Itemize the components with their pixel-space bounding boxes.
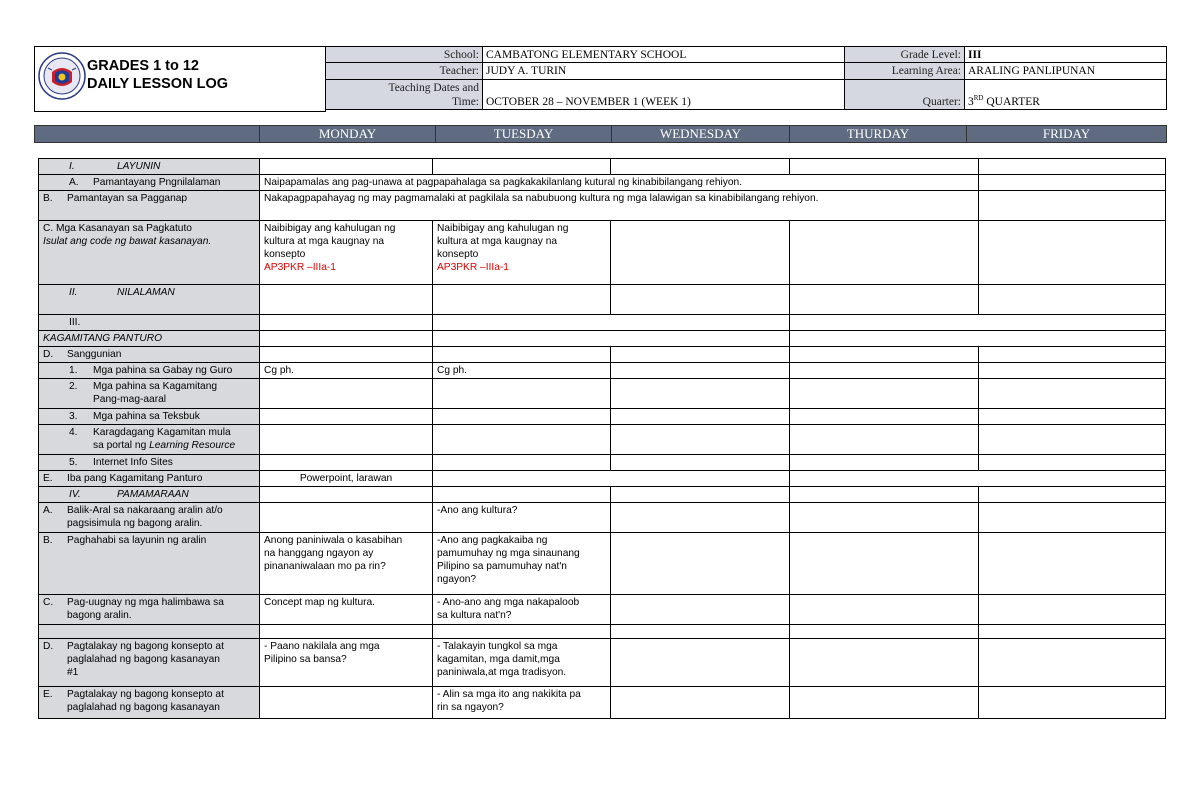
cell-pagtalakay-1-monday — [260, 639, 433, 687]
cell-tuesday — [433, 347, 611, 363]
cell-wednesday — [611, 625, 790, 639]
row-label-text-2: paglalahad ng bagong kasanayan — [67, 654, 220, 665]
cell-monday — [260, 687, 433, 719]
teaching-dates-label — [326, 79, 483, 110]
row-label-sanggunian — [39, 347, 260, 363]
row-label-text: Sanggunian — [67, 349, 122, 360]
row-label-text-3: #1 — [67, 667, 79, 678]
row-label-text-2: pagsisimula ng bagong aralin. — [67, 518, 203, 529]
row-label-text: Mga pahina sa Gabay ng Guro — [93, 365, 233, 376]
table-row — [39, 425, 1166, 455]
cell-thursday — [790, 595, 979, 625]
row-label-kagamitang-pang-mag-aaral — [39, 379, 260, 409]
table-row — [39, 159, 1166, 175]
cell-line: kultura at mga kaugnay na — [264, 236, 385, 247]
cell-kasanayan-monday — [260, 221, 433, 285]
cell-tuesday — [433, 159, 611, 175]
cell-gabay-tuesday: Cg ph. — [433, 363, 611, 379]
row-label-text: LAYUNIN — [117, 161, 161, 172]
cell-wednesday — [611, 503, 790, 533]
cell-thursday — [790, 639, 979, 687]
cell-line: - Alin sa mga ito ang nakikita pa — [437, 689, 581, 700]
table-row — [39, 379, 1166, 409]
table-row — [39, 347, 1166, 363]
cell-wednesday — [611, 455, 790, 471]
cell-friday — [979, 175, 1166, 191]
quarter-label: Quarter: — [845, 79, 965, 110]
cell-monday — [260, 503, 433, 533]
row-number: 2. — [69, 381, 78, 392]
day-friday: FRIDAY — [967, 126, 1167, 143]
row-number: D. — [43, 641, 54, 652]
cell-monday — [260, 347, 433, 363]
cell-friday — [979, 487, 1166, 503]
cell-line: pamumuhay ng mga sinaunang — [437, 548, 580, 559]
cell-line: Anong paniniwala o kasabihan — [264, 535, 403, 546]
day-thursday: THURDAY — [790, 126, 967, 143]
cell-tuesday-wednesday — [433, 315, 790, 331]
title-line-1: GRADES 1 to 12 — [87, 58, 199, 74]
cell-friday — [979, 595, 1166, 625]
row-label-text: Mga pahina sa Kagamitang — [93, 381, 218, 392]
cell-thursday — [790, 285, 979, 315]
row-number: III. — [69, 317, 81, 328]
table-row — [39, 595, 1166, 625]
cell-tuesday — [433, 487, 611, 503]
row-label-pag-uugnay — [39, 595, 260, 625]
table-row — [39, 639, 1166, 687]
table-row — [39, 285, 1166, 315]
row-number: II. — [69, 287, 78, 298]
row-label-teksbuk — [39, 409, 260, 425]
deped-seal-icon — [38, 52, 86, 100]
cell-wednesday — [611, 285, 790, 315]
cell-line: ngayon? — [437, 574, 477, 585]
grade-level-value: III — [965, 47, 1167, 63]
table-row — [39, 471, 1166, 487]
row-label-pamamaraan — [39, 487, 260, 503]
row-label-text: PAMAMARAAN — [117, 489, 189, 500]
cell-wednesday — [611, 487, 790, 503]
quarter-suffix: RD — [973, 94, 984, 103]
quarter-word: QUARTER — [983, 96, 1040, 108]
row-number: 5. — [69, 457, 78, 468]
row-label-iba-pang-kagamitan — [39, 471, 260, 487]
cell-line: sa kultura nat'n? — [437, 610, 512, 621]
cell-wednesday — [611, 347, 790, 363]
cell-pag-uugnay-monday: Concept map ng kultura. — [260, 595, 433, 625]
cell-tuesday-wednesday — [433, 331, 790, 347]
days-header-row — [34, 125, 1167, 143]
row-label-pagtalakay-1 — [39, 639, 260, 687]
table-row — [39, 487, 1166, 503]
table-row — [39, 331, 1166, 347]
teaching-dates-label-1: Teaching Dates and — [388, 82, 479, 94]
cell-thursday — [790, 221, 979, 285]
row-label-text: Pamantayang Pngnilalaman — [93, 177, 221, 188]
table-row — [39, 533, 1166, 595]
row-number: C. — [43, 597, 54, 608]
cell-tuesday — [433, 409, 611, 425]
table-row — [39, 191, 1166, 221]
school-info-table — [325, 46, 1167, 110]
title-block — [34, 46, 326, 112]
learning-area-value: ARALING PANLIPUNAN — [965, 63, 1167, 79]
table-row — [39, 409, 1166, 425]
row-label-text-2: Pang-mag-aaral — [93, 394, 167, 405]
cell-friday — [979, 159, 1166, 175]
cell-line: - Paano nakilala ang mga — [264, 641, 380, 652]
row-number: IV. — [69, 489, 81, 500]
cell-line: - Talakayin tungkol sa mga — [437, 641, 558, 652]
table-row — [39, 221, 1166, 285]
row-number: A. — [69, 177, 79, 188]
competency-code: AP3PKR –IIIa-1 — [437, 262, 509, 273]
school-value: CAMBATONG ELEMENTARY SCHOOL — [483, 47, 845, 63]
cell-thursday-friday — [790, 315, 1166, 331]
cell-monday — [260, 409, 433, 425]
row-label-text: Internet Info Sites — [93, 457, 173, 468]
row-label-pagtalakay-2 — [39, 687, 260, 719]
cell-friday — [979, 409, 1166, 425]
row-label-text: Pamantayan sa Pagganap — [67, 193, 188, 204]
row-label-internet-info-sites — [39, 455, 260, 471]
row-number: B. — [43, 535, 53, 546]
row-label-text: Pagtalakay ng bagong konsepto at — [67, 641, 224, 652]
row-label-layunin — [39, 159, 260, 175]
cell-line: konsepto — [437, 249, 479, 260]
cell-friday — [979, 363, 1166, 379]
cell-tuesday — [433, 625, 611, 639]
row-label-pamantayan-sa-pagganap — [39, 191, 260, 221]
cell-thursday — [790, 625, 979, 639]
row-label-gabay-ng-guro — [39, 363, 260, 379]
cell-friday — [979, 425, 1166, 455]
row-label-text: Karagdagang Kagamitan mula — [93, 427, 231, 438]
cell-friday — [979, 625, 1166, 639]
cell-wednesday — [611, 159, 790, 175]
cell-tuesday — [433, 285, 611, 315]
table-row — [39, 175, 1166, 191]
day-monday: MONDAY — [260, 126, 436, 143]
row-label-text: NILALAMAN — [117, 287, 175, 298]
cell-line: pinananiwalaan mo pa rin? — [264, 561, 386, 572]
table-row — [39, 455, 1166, 471]
row-number: 1. — [69, 365, 78, 376]
header — [34, 46, 1166, 112]
quarter-number: 3 — [968, 96, 974, 108]
row-label-text: Mga pahina sa Teksbuk — [93, 411, 200, 422]
cell-friday — [979, 687, 1166, 719]
grade-level-label: Grade Level: — [845, 47, 965, 63]
cell-wednesday — [611, 425, 790, 455]
row-label-iii — [39, 315, 260, 331]
cell-wednesday — [611, 687, 790, 719]
cell-friday — [979, 455, 1166, 471]
cell-friday — [979, 533, 1166, 595]
cell-monday — [260, 159, 433, 175]
row-label-text-2: paglalahad ng bagong kasanayan — [67, 702, 220, 713]
cell-wednesday — [611, 409, 790, 425]
cell-paghahabi-tuesday — [433, 533, 611, 595]
cell-balik-aral-tuesday: -Ano ang kultura? — [433, 503, 611, 533]
quarter-value — [965, 79, 1167, 110]
cell-thursday-friday — [790, 471, 1166, 487]
row-label-text: Pagtalakay ng bagong konsepto at — [67, 689, 224, 700]
cell-wednesday — [611, 379, 790, 409]
table-row — [39, 625, 1166, 639]
cell-friday — [979, 503, 1166, 533]
row-label-text: Pag-uugnay ng mga halimbawa sa — [67, 597, 224, 608]
cell-thursday — [790, 487, 979, 503]
cell-thursday — [790, 409, 979, 425]
cell-friday — [979, 379, 1166, 409]
cell-thursday — [790, 687, 979, 719]
cell-thursday — [790, 533, 979, 595]
days-header-blank — [35, 126, 260, 143]
cell-line: kultura at mga kaugnay na — [437, 236, 558, 247]
cell-pag-uugnay-tuesday — [433, 595, 611, 625]
row-label-karagdagang-kagamitan — [39, 425, 260, 455]
cell-monday — [260, 625, 433, 639]
teacher-value: JUDY A. TURIN — [483, 63, 845, 79]
row-number: E. — [43, 689, 53, 700]
cell-friday — [979, 639, 1166, 687]
cell-pagtalakay-2-tuesday — [433, 687, 611, 719]
cell-pamantayan-sa-pagganap: Nakapagpapahayag ng may pagmamalaki at pagkilala sa nabubuong kultura ng mga lalawigan sa kinabibilangang rehiyon. — [260, 191, 979, 221]
cell-friday — [979, 347, 1166, 363]
cell-wednesday — [611, 533, 790, 595]
row-label-text: Balik-Aral sa nakaraang aralin at/o — [67, 505, 223, 516]
row-number: 4. — [69, 427, 78, 438]
cell-friday — [979, 191, 1166, 221]
table-row — [39, 503, 1166, 533]
cell-line: Naibibigay ang kahulugan ng — [264, 223, 396, 234]
row-number: B. — [43, 193, 53, 204]
teaching-dates-value: OCTOBER 28 – NOVEMBER 1 (WEEK 1) — [483, 79, 845, 110]
cell-monday — [260, 285, 433, 315]
row-label-balik-aral — [39, 503, 260, 533]
cell-line: paniniwala,at mga tradisyon. — [437, 667, 567, 678]
cell-friday — [979, 221, 1166, 285]
row-number: E. — [43, 473, 53, 484]
row-number: 3. — [69, 411, 78, 422]
row-number: D. — [43, 349, 54, 360]
cell-thursday — [790, 455, 979, 471]
day-wednesday: WEDNESDAY — [612, 126, 790, 143]
cell-line: Pilipino sa pamumuhay nat'n — [437, 561, 567, 572]
row-number: A. — [43, 505, 53, 516]
cell-monday — [260, 455, 433, 471]
cell-monday — [260, 487, 433, 503]
cell-thursday-friday — [790, 331, 1166, 347]
cell-line: na hanggang ngayon ay — [264, 548, 374, 559]
cell-friday — [979, 285, 1166, 315]
row-label-kagamitang-panturo: KAGAMITANG PANTURO — [39, 331, 260, 347]
cell-line: Naibibigay ang kahulugan ng — [437, 223, 569, 234]
row-number: I. — [69, 161, 75, 172]
title-line-2: DAILY LESSON LOG — [87, 76, 228, 92]
cell-wednesday — [611, 363, 790, 379]
row-label-text: Paghahabi sa layunin ng aralin — [67, 535, 207, 546]
cell-monday — [260, 331, 433, 347]
cell-gabay-monday: Cg ph. — [260, 363, 433, 379]
cell-paghahabi-monday — [260, 533, 433, 595]
row-label-note: Isulat ang code ng bawat kasanayan. — [43, 236, 212, 247]
cell-thursday — [790, 347, 979, 363]
row-label-kasanayan — [39, 221, 260, 285]
cell-pamantayang-pangnilalaman: Naipapamalas ang pag-unawa at pagpapahalaga sa pagkakakilanlang kutural ng kinabibilangang rehiyon. — [260, 175, 979, 191]
row-label-text-2: bagong aralin. — [67, 610, 132, 621]
cell-monday — [260, 315, 433, 331]
cell-thursday — [790, 363, 979, 379]
cell-line: konsepto — [264, 249, 306, 260]
cell-thursday — [790, 503, 979, 533]
cell-iba-monday: Powerpoint, larawan — [260, 471, 433, 487]
cell-monday — [260, 425, 433, 455]
row-label-text-2: sa portal ng — [93, 440, 150, 451]
row-label-text-3: Learning Resource — [149, 440, 236, 451]
row-label-blank — [39, 625, 260, 639]
row-label-paghahabi — [39, 533, 260, 595]
cell-line: kagamitan, mga damit,mga — [437, 654, 560, 665]
row-label-pamantayang-pangnilalaman — [39, 175, 260, 191]
cell-line: Pilipino sa bansa? — [264, 654, 347, 665]
cell-line: -Ano ang pagkakaiba ng — [437, 535, 548, 546]
teaching-dates-label-2: Time: — [451, 96, 479, 108]
cell-wednesday — [611, 639, 790, 687]
cell-monday — [260, 379, 433, 409]
row-label-nilalaman — [39, 285, 260, 315]
school-label: School: — [326, 47, 483, 63]
cell-tuesday — [433, 425, 611, 455]
cell-wednesday — [611, 221, 790, 285]
learning-area-label: Learning Area: — [845, 63, 965, 79]
competency-code: AP3PKR –IIIa-1 — [264, 262, 336, 273]
cell-tuesday — [433, 455, 611, 471]
lesson-log-table — [38, 158, 1166, 719]
table-row — [39, 363, 1166, 379]
cell-line: - Ano-ano ang mga nakapaloob — [437, 597, 580, 608]
table-row — [39, 687, 1166, 719]
row-label-text: C. Mga Kasanayan sa Pagkatuto — [43, 223, 192, 234]
day-tuesday: TUESDAY — [436, 126, 612, 143]
cell-tuesday-wednesday — [433, 471, 790, 487]
row-label-text: Iba pang Kagamitang Panturo — [67, 473, 203, 484]
cell-pagtalakay-1-tuesday — [433, 639, 611, 687]
table-row — [39, 315, 1166, 331]
cell-wednesday — [611, 595, 790, 625]
cell-kasanayan-tuesday — [433, 221, 611, 285]
cell-line: rin sa ngayon? — [437, 702, 504, 713]
cell-tuesday — [433, 379, 611, 409]
cell-thursday — [790, 379, 979, 409]
cell-thursday — [790, 159, 979, 175]
teacher-label: Teacher: — [326, 63, 483, 79]
cell-thursday — [790, 425, 979, 455]
